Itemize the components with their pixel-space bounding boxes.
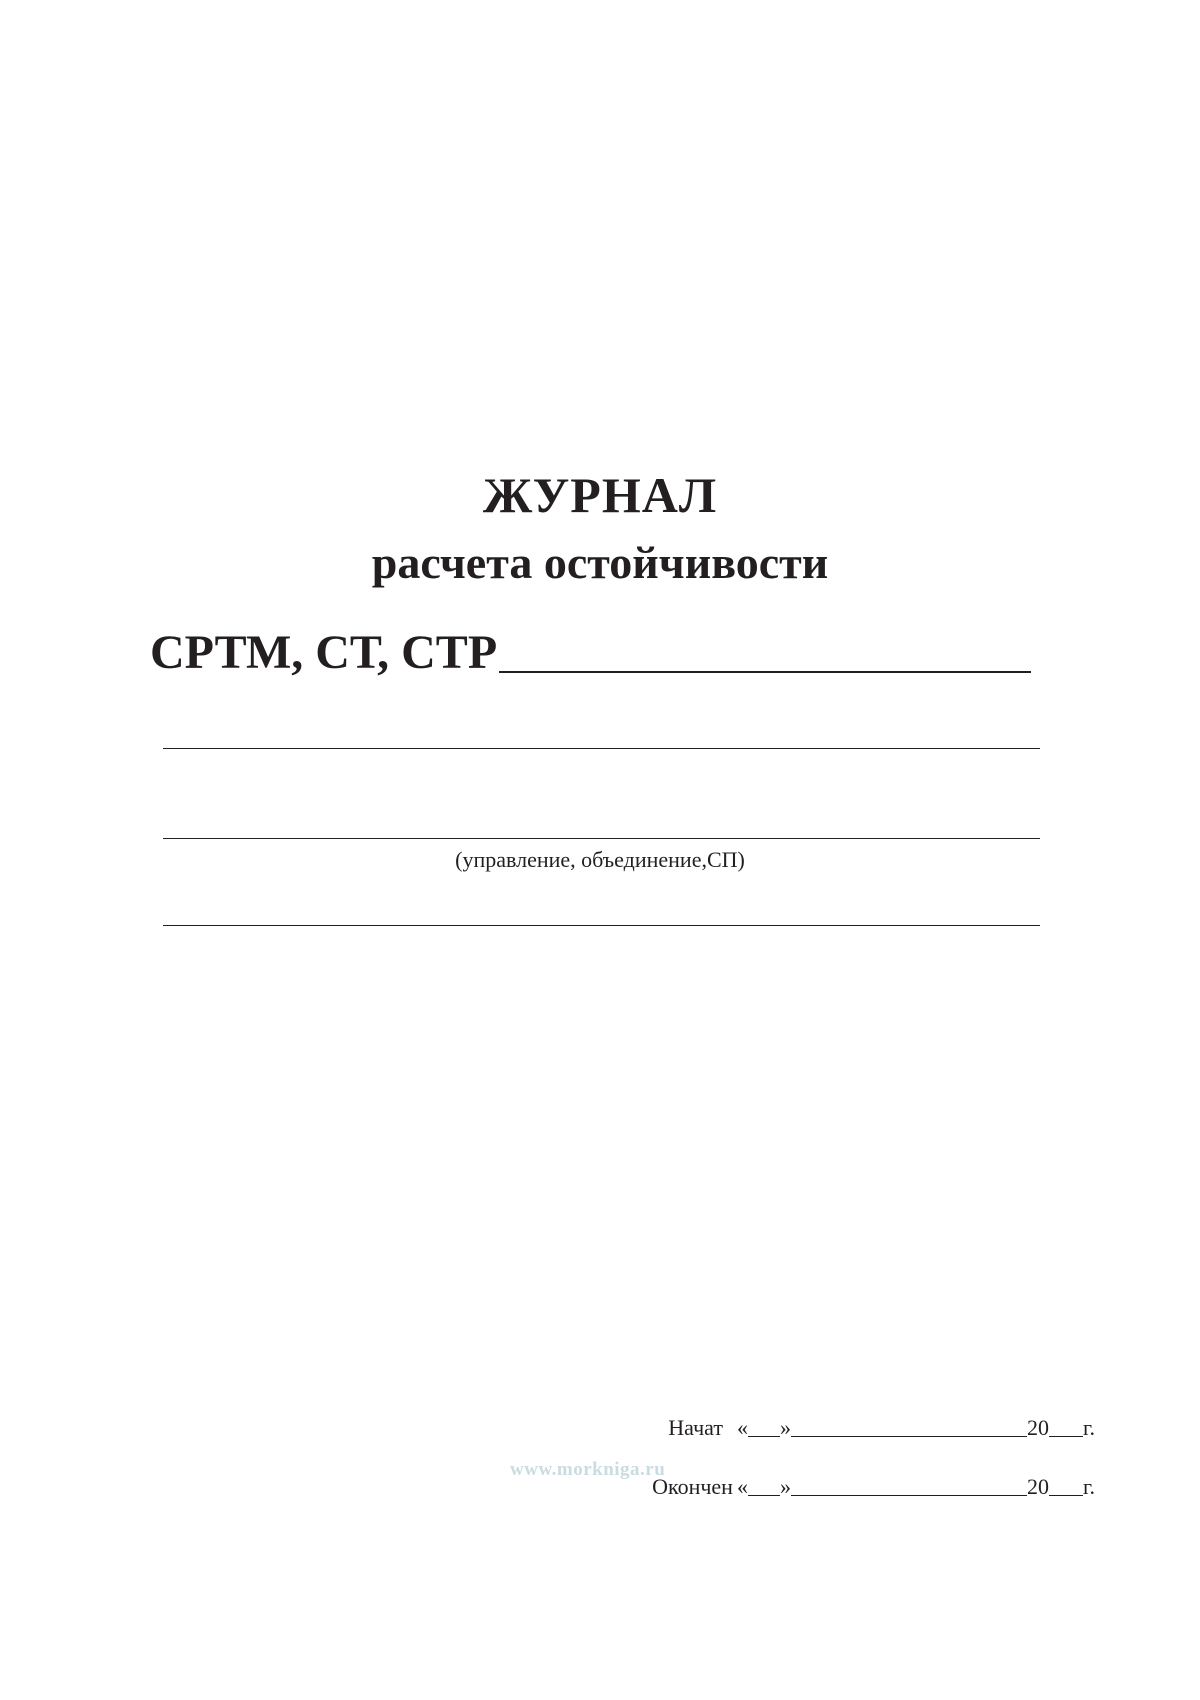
- start-close-quote: »: [779, 1415, 791, 1440]
- end-label: Окончен: [652, 1474, 733, 1499]
- end-day-blank: [748, 1495, 780, 1496]
- end-year-blank: [1049, 1495, 1083, 1496]
- vessel-name-blank: [499, 671, 1031, 673]
- end-open-quote: «: [736, 1474, 748, 1499]
- watermark: www.morkniga.ru: [510, 1459, 666, 1480]
- start-year-prefix: 20: [1026, 1415, 1049, 1440]
- start-date-row: [668, 1414, 1095, 1442]
- end-year-suffix: г.: [1082, 1474, 1095, 1499]
- start-day-blank: [748, 1436, 780, 1437]
- vessel-type-line: [150, 615, 1031, 681]
- org-caption: (управление, объединение,СП): [455, 847, 745, 872]
- start-month-blank: [791, 1436, 1027, 1437]
- blank-line-3: [163, 925, 1040, 926]
- start-year-blank: [1049, 1436, 1083, 1437]
- end-year-prefix: 20: [1026, 1474, 1049, 1499]
- end-month-blank: [791, 1495, 1027, 1496]
- vessel-types: СРТМ, СТ, СТР: [150, 626, 498, 679]
- start-open-quote: «: [736, 1415, 748, 1440]
- blank-line-1: [163, 748, 1040, 749]
- document-title: ЖУРНАЛ: [482, 467, 718, 523]
- document-subtitle: расчета остойчивости: [371, 537, 829, 588]
- end-date-row: [652, 1473, 1095, 1501]
- blank-line-2: [163, 838, 1040, 839]
- start-year-suffix: г.: [1082, 1415, 1095, 1440]
- start-label: Начат: [668, 1415, 723, 1440]
- end-close-quote: »: [779, 1474, 791, 1499]
